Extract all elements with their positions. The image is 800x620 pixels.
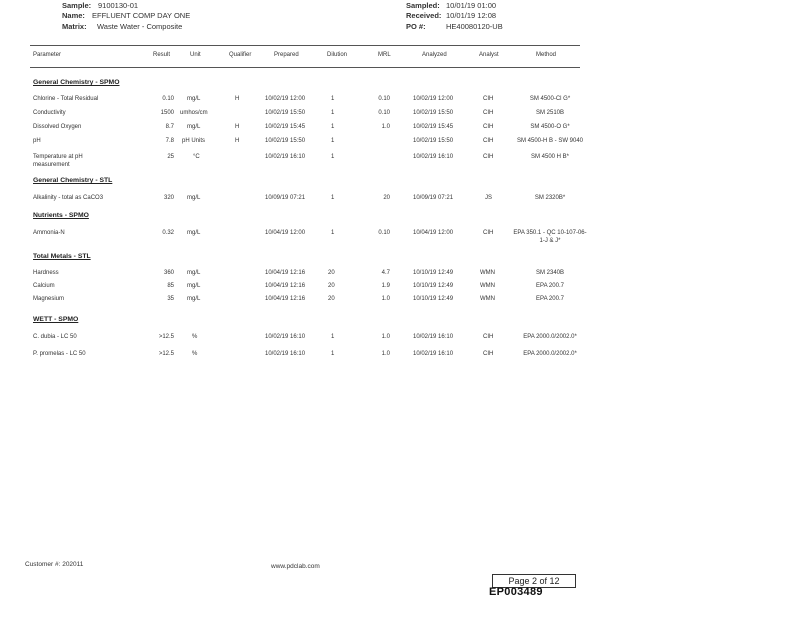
section-title: Nutrients - SPMO [33, 212, 89, 219]
cell-method: SM 4500 H B* [530, 154, 570, 160]
cell-dilution: 20 [328, 283, 335, 289]
cell-analyzed: 10/02/19 15:45 [413, 124, 454, 130]
header-bottom-rule [30, 67, 580, 68]
cell-method: EPA 200.7 [536, 283, 564, 289]
section-title: WETT - SPMO [33, 316, 79, 323]
cell-prepared: 10/04/19 12:00 [265, 230, 306, 236]
sample-value: 9100130-01 [98, 1, 139, 10]
po-label: PO #: [406, 22, 426, 31]
cell-result: 0.10 [162, 96, 174, 102]
matrix-label: Matrix: [62, 22, 87, 31]
cell-dilution: 1 [331, 124, 335, 130]
cell-result: 360 [163, 270, 174, 276]
cell-result: 85 [167, 283, 174, 289]
cell-mrl: 1.0 [381, 351, 390, 357]
customer-number: Customer #: 202011 [25, 561, 84, 568]
cell-parameter: Chlorine - Total Residual [33, 96, 99, 102]
cell-mrl: 1.0 [381, 296, 390, 302]
cell-parameter: Calcium [33, 283, 55, 289]
col-method: Method [536, 52, 557, 58]
cell-prepared: 10/02/19 16:10 [265, 154, 306, 160]
cell-dilution: 1 [331, 195, 335, 201]
cell-dilution: 1 [331, 96, 335, 102]
col-analyst: Analyst [479, 52, 499, 58]
cell-parameter: Temperature at pH measurement [33, 154, 83, 168]
cell-unit: mg/L [187, 283, 201, 289]
cell-dilution: 20 [328, 270, 335, 276]
col-parameter: Parameter [33, 52, 62, 58]
header-top-rule [30, 45, 580, 46]
cell-prepared: 10/02/19 15:45 [265, 124, 306, 130]
col-dilution: Dilution [327, 52, 348, 58]
cell-analyzed: 10/02/19 12:00 [413, 96, 454, 102]
cell-prepared: 10/04/19 12:16 [265, 283, 306, 289]
cell-result: 1500 [160, 110, 174, 116]
cell-parameter: Alkalinity - total as CaCO3 [33, 195, 104, 201]
cell-unit: % [192, 334, 198, 340]
cell-analyst: JS [485, 195, 493, 201]
cell-analyst: CIH [483, 334, 494, 340]
cell-mrl: 4.7 [381, 270, 390, 276]
cell-dilution: 1 [331, 110, 335, 116]
cell-dilution: 1 [331, 230, 335, 236]
section-title: General Chemistry - STL [33, 177, 113, 184]
cell-qualifier: H [235, 96, 240, 102]
cell-unit: mg/L [187, 124, 201, 130]
cell-unit: mg/L [187, 296, 201, 302]
cell-prepared: 10/09/19 07:21 [265, 195, 306, 201]
website-text: www.pdclab.com [271, 563, 320, 570]
cell-analyst: CIH [483, 138, 494, 144]
cell-prepared: 10/02/19 16:10 [265, 334, 306, 340]
cell-unit: mg/L [187, 96, 201, 102]
cell-method: SM 4500-Cl G* [529, 96, 571, 102]
cell-qualifier: H [235, 124, 240, 130]
cell-prepared: 10/04/19 12:16 [265, 296, 306, 302]
page-number: Page 2 of 12 [492, 574, 576, 588]
sample-label: Sample: [62, 1, 92, 10]
cell-method: SM 2320B* [534, 195, 566, 201]
cell-dilution: 1 [331, 334, 335, 340]
cell-parameter: Magnesium [33, 296, 65, 302]
cell-result: 35 [167, 296, 174, 302]
col-result: Result [153, 52, 171, 58]
cell-mrl: 20 [383, 195, 390, 201]
cell-result: 0.32 [162, 230, 174, 236]
cell-prepared: 10/02/19 12:00 [265, 96, 306, 102]
cell-mrl: 0.10 [378, 110, 390, 116]
sampled-label: Sampled: [406, 1, 440, 10]
cell-method: SM 2340B [535, 270, 565, 276]
received-value: 10/01/19 12:08 [446, 11, 497, 20]
cell-method: EPA 200.7 [536, 296, 564, 302]
received-label: Received: [406, 11, 442, 20]
cell-parameter: Ammonia-N [33, 230, 65, 236]
name-label: Name: [62, 11, 85, 20]
cell-analyzed: 10/10/19 12:49 [413, 283, 454, 289]
cell-analyzed: 10/02/19 15:50 [413, 110, 454, 116]
cell-method: EPA 350.1 - QC 10-107-06-1-J & J* [513, 230, 587, 244]
cell-prepared: 10/02/19 16:10 [265, 351, 306, 357]
cell-analyzed: 10/02/19 16:10 [413, 154, 454, 160]
col-analyzed: Analyzed [422, 52, 447, 58]
cell-parameter: P. promelas - LC 50 [33, 351, 86, 357]
cell-analyst: CIH [483, 351, 494, 357]
cell-unit: % [192, 351, 198, 357]
cell-analyst: CIH [483, 154, 494, 160]
cell-analyst: WMN [480, 296, 495, 302]
cell-analyst: CIH [483, 124, 494, 130]
cell-parameter: Hardness [33, 270, 59, 276]
cell-result: 320 [163, 195, 174, 201]
cell-analyzed: 10/02/19 16:10 [413, 334, 454, 340]
cell-prepared: 10/02/19 15:50 [265, 110, 306, 116]
cell-analyst: CIH [483, 230, 494, 236]
cell-analyzed: 10/04/19 12:00 [413, 230, 454, 236]
cell-analyst: WMN [480, 283, 495, 289]
section-title: Total Metals - STL [33, 253, 91, 260]
cell-analyst: CIH [483, 110, 494, 116]
cell-analyzed: 10/02/19 15:50 [413, 138, 454, 144]
cell-analyzed: 10/02/19 16:10 [413, 351, 454, 357]
cell-method: SM 2510B [535, 110, 565, 116]
cell-analyst: CIH [483, 96, 494, 102]
cell-unit: pH Units [182, 138, 206, 144]
cell-mrl: 1.0 [381, 124, 390, 130]
sampled-value: 10/01/19 01:00 [446, 1, 497, 10]
cell-mrl: 1.9 [381, 283, 390, 289]
section-title: General Chemistry - SPMO [33, 79, 120, 86]
cell-dilution: 1 [331, 154, 335, 160]
cell-result: >12.5 [158, 351, 174, 357]
cell-parameter: C. dubia - LC 50 [33, 334, 77, 340]
cell-mrl: 1.0 [381, 334, 390, 340]
cell-unit: umhos/cm [180, 110, 208, 116]
cell-unit: °C [193, 154, 200, 160]
cell-analyzed: 10/10/19 12:49 [413, 270, 454, 276]
cell-result: 25 [167, 154, 174, 160]
cell-parameter: Dissolved Oxygen [33, 124, 82, 130]
cell-unit: mg/L [187, 270, 201, 276]
col-qualifier: Qualifier [229, 52, 252, 58]
cell-dilution: 1 [331, 351, 335, 357]
bates-stamp: EP003489 [489, 586, 543, 598]
cell-method: SM 4500-O G* [530, 124, 570, 130]
col-mrl: MRL [378, 52, 391, 58]
cell-method: SM 4500-H B - SW 9040 [516, 138, 584, 144]
po-value: HE40080120-UB [446, 22, 503, 31]
cell-prepared: 10/02/19 15:50 [265, 138, 306, 144]
cell-parameter: pH [33, 138, 41, 144]
cell-analyzed: 10/09/19 07:21 [413, 195, 454, 201]
cell-unit: mg/L [187, 195, 201, 201]
cell-result: 7.8 [165, 138, 174, 144]
cell-method: EPA 2000.0/2002.0* [523, 351, 577, 357]
cell-result: 8.7 [165, 124, 174, 130]
name-value: EFFLUENT COMP DAY ONE [92, 11, 191, 20]
cell-parameter: Conductivity [33, 110, 66, 116]
cell-method: EPA 2000.0/2002.0* [523, 334, 577, 340]
cell-mrl: 0.10 [378, 96, 390, 102]
cell-mrl: 0.10 [378, 230, 390, 236]
col-prepared: Prepared [274, 52, 299, 58]
matrix-value: Waste Water - Composite [97, 22, 183, 31]
cell-analyzed: 10/10/19 12:49 [413, 296, 454, 302]
cell-prepared: 10/04/19 12:16 [265, 270, 306, 276]
cell-dilution: 20 [328, 296, 335, 302]
cell-dilution: 1 [331, 138, 335, 144]
col-unit: Unit [190, 52, 201, 58]
cell-analyst: WMN [480, 270, 495, 276]
cell-unit: mg/L [187, 230, 201, 236]
cell-result: >12.5 [158, 334, 174, 340]
cell-qualifier: H [235, 138, 240, 144]
